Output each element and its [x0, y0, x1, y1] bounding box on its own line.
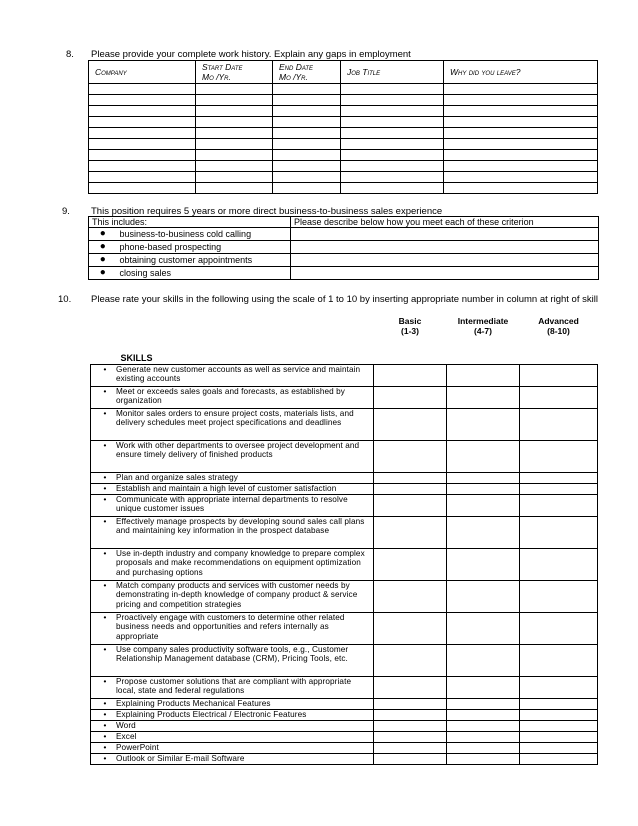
bullet-icon: •	[103, 494, 107, 504]
work-history-cell[interactable]	[341, 95, 444, 106]
rating-input-cell[interactable]	[520, 731, 598, 742]
work-history-row	[89, 161, 598, 172]
work-history-cell[interactable]	[273, 84, 341, 95]
bullet-icon: •	[103, 709, 107, 719]
skill-row	[91, 483, 598, 494]
work-history-cell[interactable]	[444, 95, 598, 106]
work-history-row	[89, 84, 598, 95]
rating-input-cell[interactable]	[447, 472, 520, 483]
rating-input-cell[interactable]	[374, 494, 447, 516]
rating-input-cell[interactable]	[374, 472, 447, 483]
rating-input-cell[interactable]	[447, 731, 520, 742]
bullet-icon: ●	[89, 254, 117, 267]
bullet-icon: ●	[89, 241, 117, 254]
rating-column-header	[447, 316, 520, 364]
rating-input-cell[interactable]	[374, 676, 447, 698]
bullet-icon: •	[103, 440, 107, 450]
column-header-line: Job Title	[347, 67, 381, 77]
column-header-line: Start Date	[202, 62, 243, 72]
rating-input-cell[interactable]	[520, 612, 598, 644]
experience-description-cell[interactable]	[291, 228, 599, 241]
skill-description	[91, 644, 374, 676]
work-history-cell[interactable]	[444, 139, 598, 150]
skill-row	[91, 364, 598, 386]
experience-item-row	[89, 267, 599, 280]
rating-input-cell[interactable]	[374, 720, 447, 731]
work-history-cell[interactable]	[341, 117, 444, 128]
rating-input-cell[interactable]	[447, 644, 520, 676]
work-history-cell[interactable]	[89, 106, 196, 117]
skill-text	[94, 387, 370, 407]
skill-description	[91, 440, 374, 472]
work-history-cell[interactable]	[273, 172, 341, 183]
rating-input-cell[interactable]	[520, 709, 598, 720]
rating-input-cell[interactable]	[520, 548, 598, 580]
column-header-line: Mo /Yr.	[202, 72, 231, 82]
skill-description	[91, 580, 374, 612]
skill-label: Generate new customer accounts as well as service and maintain existing accounts	[116, 364, 361, 384]
skill-text	[94, 613, 370, 642]
column-header-line: Company	[95, 67, 127, 77]
skill-text	[94, 732, 370, 742]
work-history-row	[89, 128, 598, 139]
skill-row	[91, 612, 598, 644]
rating-input-cell[interactable]	[374, 440, 447, 472]
rating-input-cell[interactable]	[374, 386, 447, 408]
work-history-cell[interactable]	[89, 172, 196, 183]
skill-text	[94, 581, 370, 610]
bullet-icon: •	[103, 408, 107, 418]
rating-input-cell[interactable]	[447, 698, 520, 709]
work-history-cell[interactable]	[341, 128, 444, 139]
column-header-line: End Date	[279, 62, 314, 72]
rating-input-cell[interactable]	[447, 753, 520, 764]
rating-input-cell[interactable]	[374, 731, 447, 742]
bullet-icon: •	[103, 483, 107, 493]
rating-column-range: (8-10)	[547, 326, 570, 336]
experience-item-label: obtaining customer appointments	[117, 254, 291, 267]
work-history-cell[interactable]	[444, 172, 598, 183]
rating-input-cell[interactable]	[447, 720, 520, 731]
work-history-cell[interactable]	[196, 161, 273, 172]
rating-input-cell[interactable]	[374, 709, 447, 720]
skill-label: Outlook or Similar E-mail Software	[116, 753, 245, 763]
skill-row	[91, 731, 598, 742]
skill-row	[91, 698, 598, 709]
bullet-icon: •	[103, 676, 107, 686]
skill-text	[94, 441, 370, 461]
rating-input-cell[interactable]	[374, 580, 447, 612]
skill-text	[94, 710, 370, 720]
rating-input-cell[interactable]	[374, 742, 447, 753]
rating-input-cell[interactable]	[520, 698, 598, 709]
skill-text	[94, 754, 370, 764]
rating-input-cell[interactable]	[374, 483, 447, 494]
work-history-cell[interactable]	[444, 84, 598, 95]
rating-input-cell[interactable]	[374, 698, 447, 709]
experience-description-cell[interactable]	[291, 241, 599, 254]
skill-row	[91, 440, 598, 472]
work-history-row	[89, 139, 598, 150]
experience-item-row	[89, 254, 599, 267]
rating-input-cell[interactable]	[447, 742, 520, 753]
skills-header: SKILLS	[120, 352, 153, 363]
rating-input-cell[interactable]	[520, 516, 598, 548]
bullet-icon: •	[103, 516, 107, 526]
work-history-cell[interactable]	[196, 172, 273, 183]
rating-input-cell[interactable]	[520, 753, 598, 764]
work-history-cell[interactable]	[89, 95, 196, 106]
work-history-cell[interactable]	[444, 183, 598, 194]
rating-header-row	[91, 316, 598, 364]
work-history-cell[interactable]	[196, 139, 273, 150]
skill-description	[91, 720, 374, 731]
skill-description	[91, 612, 374, 644]
skill-row	[91, 676, 598, 698]
work-history-row	[89, 183, 598, 194]
skill-label: Monitor sales orders to ensure project costs, materials lists, and delivery schedules meet project specifications and deadlines	[116, 408, 354, 428]
skill-row	[91, 709, 598, 720]
skill-label: Propose customer solutions that are compliant with appropriate local, state and federal regulations	[116, 676, 352, 696]
skill-row	[91, 516, 598, 548]
rating-input-cell[interactable]	[520, 720, 598, 731]
skill-description	[91, 364, 374, 386]
q10-prompt: Please rate your skills in the following using the scale of 1 to 10 by inserting appropriate number in column at right of skill	[91, 294, 598, 305]
column-header	[196, 61, 273, 84]
skill-text	[94, 484, 370, 494]
bullet-icon: •	[103, 698, 107, 708]
skill-text	[94, 677, 370, 697]
skill-label: Meet or exceeds sales goals and forecasts, as established by organization	[116, 386, 346, 406]
work-history-row	[89, 117, 598, 128]
work-history-cell[interactable]	[196, 183, 273, 194]
experience-item-label: business-to-business cold calling	[117, 228, 291, 241]
skills-rating-table	[90, 316, 598, 765]
includes-label: This includes:	[89, 217, 291, 228]
bullet-icon: •	[103, 472, 107, 482]
rating-input-cell[interactable]	[447, 364, 520, 386]
skill-label: Word	[116, 720, 136, 730]
sales-experience-table	[88, 216, 599, 280]
rating-input-cell[interactable]	[447, 408, 520, 440]
work-history-cell[interactable]	[341, 183, 444, 194]
q9-prompt: This position requires 5 years or more direct business-to-business sales experience	[91, 206, 443, 217]
skill-text	[94, 549, 370, 578]
work-history-cell[interactable]	[196, 84, 273, 95]
skill-label: Match company products and services with customer needs by demonstrating in-depth knowledge of company product & service pricing and competition strategies	[116, 580, 358, 610]
skill-row	[91, 548, 598, 580]
column-header-line: Mo /Yr.	[279, 72, 308, 82]
skill-description	[91, 548, 374, 580]
work-history-cell[interactable]	[444, 161, 598, 172]
rating-input-cell[interactable]	[520, 483, 598, 494]
skill-row	[91, 472, 598, 483]
work-history-row	[89, 106, 598, 117]
skill-label: Plan and organize sales strategy	[116, 472, 238, 482]
rating-input-cell[interactable]	[374, 408, 447, 440]
work-history-cell[interactable]	[196, 150, 273, 161]
skill-description	[91, 753, 374, 764]
work-history-row	[89, 172, 598, 183]
work-history-cell[interactable]	[89, 84, 196, 95]
work-history-cell[interactable]	[89, 161, 196, 172]
skill-description	[91, 483, 374, 494]
column-header-line: Why did you leave?	[450, 67, 521, 77]
rating-column-range: (4-7)	[474, 326, 492, 336]
rating-input-cell[interactable]	[447, 580, 520, 612]
work-history-cell[interactable]	[273, 161, 341, 172]
skill-description	[91, 386, 374, 408]
skill-row	[91, 742, 598, 753]
column-header	[341, 61, 444, 84]
skill-row	[91, 644, 598, 676]
skill-description	[91, 516, 374, 548]
work-history-cell[interactable]	[273, 95, 341, 106]
q8-number: 8.	[66, 49, 74, 60]
bullet-icon: •	[103, 580, 107, 590]
skill-row	[91, 580, 598, 612]
experience-item-label: closing sales	[117, 267, 291, 280]
rating-column-range: (1-3)	[401, 326, 419, 336]
work-history-cell[interactable]	[273, 128, 341, 139]
rating-column-header	[520, 316, 598, 364]
skill-row	[91, 386, 598, 408]
rating-input-cell[interactable]	[520, 644, 598, 676]
skill-text	[94, 645, 370, 665]
skill-label: Proactively engage with customers to determine other related business needs and opportunities and refers internally as appropriate	[116, 612, 345, 642]
work-history-cell[interactable]	[89, 139, 196, 150]
bullet-icon: •	[103, 753, 107, 763]
skill-row	[91, 494, 598, 516]
rating-input-cell[interactable]	[447, 440, 520, 472]
work-history-cell[interactable]	[89, 150, 196, 161]
skill-text	[94, 495, 370, 515]
work-history-cell[interactable]	[89, 117, 196, 128]
column-header	[273, 61, 341, 84]
bullet-icon: ●	[89, 267, 117, 280]
skill-text	[94, 365, 370, 385]
skill-description	[91, 676, 374, 698]
work-history-cell[interactable]	[341, 172, 444, 183]
rating-column-header	[374, 316, 447, 364]
rating-column-label: Intermediate	[457, 316, 509, 326]
rating-input-cell[interactable]	[447, 548, 520, 580]
rating-input-cell[interactable]	[520, 742, 598, 753]
q8-prompt: Please provide your complete work history. Explain any gaps in employment	[91, 49, 411, 60]
skill-label: Use company sales productivity software tools, e.g., Customer Relationship Management database (CRM), Pricing Tools, etc.	[116, 644, 349, 664]
work-history-cell[interactable]	[444, 150, 598, 161]
skill-description	[91, 408, 374, 440]
skill-description	[91, 742, 374, 753]
rating-input-cell[interactable]	[520, 676, 598, 698]
experience-header-row	[89, 217, 599, 228]
experience-description-cell[interactable]	[291, 254, 599, 267]
skill-text	[94, 409, 370, 429]
work-history-cell[interactable]	[444, 106, 598, 117]
bullet-icon: •	[103, 612, 107, 622]
rating-input-cell[interactable]	[447, 516, 520, 548]
rating-input-cell[interactable]	[520, 364, 598, 386]
bullet-icon: •	[103, 644, 107, 654]
column-header	[444, 61, 598, 84]
rating-input-cell[interactable]	[374, 548, 447, 580]
rating-input-cell[interactable]	[447, 386, 520, 408]
experience-item-row	[89, 241, 599, 254]
experience-item-row	[89, 228, 599, 241]
bullet-icon: •	[103, 720, 107, 730]
experience-item-label: phone-based prospecting	[117, 241, 291, 254]
work-history-cell[interactable]	[341, 106, 444, 117]
bullet-icon: •	[103, 364, 107, 374]
skill-label: Use in-depth industry and company knowledge to prepare complex proposals and make recommendations on equipment optimization and purchasing options	[116, 548, 365, 578]
work-history-cell[interactable]	[196, 117, 273, 128]
skill-text	[94, 473, 370, 483]
bullet-icon: ●	[89, 228, 117, 241]
skill-row	[91, 720, 598, 731]
bullet-icon: •	[103, 731, 107, 741]
rating-input-cell[interactable]	[447, 676, 520, 698]
rating-input-cell[interactable]	[374, 644, 447, 676]
q9-number: 9.	[62, 206, 70, 217]
skill-description	[91, 472, 374, 483]
work-history-header-row	[89, 61, 598, 84]
skill-description	[91, 698, 374, 709]
skills-header-cell	[91, 316, 374, 364]
rating-input-cell[interactable]	[520, 386, 598, 408]
column-header	[89, 61, 196, 84]
skill-description	[91, 709, 374, 720]
rating-column-label: Basic	[398, 316, 422, 326]
rating-input-cell[interactable]	[520, 494, 598, 516]
work-history-cell[interactable]	[273, 106, 341, 117]
work-history-cell[interactable]	[341, 150, 444, 161]
experience-description-cell[interactable]	[291, 267, 599, 280]
skill-text	[94, 699, 370, 709]
work-history-cell[interactable]	[273, 183, 341, 194]
work-history-cell[interactable]	[341, 161, 444, 172]
rating-input-cell[interactable]	[447, 494, 520, 516]
bullet-icon: •	[103, 548, 107, 558]
q10-number: 10.	[58, 294, 72, 305]
rating-column-label: Advanced	[538, 316, 579, 326]
work-history-cell[interactable]	[89, 128, 196, 139]
describe-label: Please describe below how you meet each of these criterion	[291, 217, 599, 228]
work-history-table	[88, 60, 598, 194]
skill-label: Establish and maintain a high level of customer satisfaction	[116, 483, 337, 493]
work-history-row	[89, 150, 598, 161]
work-history-cell[interactable]	[196, 95, 273, 106]
work-history-cell[interactable]	[341, 139, 444, 150]
skill-description	[91, 494, 374, 516]
rating-input-cell[interactable]	[374, 753, 447, 764]
skill-text	[94, 517, 370, 537]
skill-text	[94, 743, 370, 753]
work-history-cell[interactable]	[196, 128, 273, 139]
work-history-cell[interactable]	[341, 84, 444, 95]
skill-label: Work with other departments to oversee project development and ensure timely delivery of finished products	[116, 440, 360, 460]
skill-label: Communicate with appropriate internal departments to resolve unique customer issues	[116, 494, 348, 514]
rating-input-cell[interactable]	[374, 516, 447, 548]
work-history-cell[interactable]	[444, 117, 598, 128]
work-history-cell[interactable]	[273, 150, 341, 161]
skill-label: Excel	[116, 731, 137, 741]
skill-label: Explaining Products Mechanical Features	[116, 698, 271, 708]
skill-description	[91, 731, 374, 742]
bullet-icon: •	[103, 386, 107, 396]
skill-row	[91, 408, 598, 440]
work-history-cell[interactable]	[444, 128, 598, 139]
work-history-cell[interactable]	[273, 117, 341, 128]
rating-input-cell[interactable]	[447, 709, 520, 720]
rating-input-cell[interactable]	[520, 580, 598, 612]
skill-row	[91, 753, 598, 764]
work-history-cell[interactable]	[196, 106, 273, 117]
rating-input-cell[interactable]	[520, 472, 598, 483]
work-history-cell[interactable]	[273, 139, 341, 150]
work-history-row	[89, 95, 598, 106]
skill-label: Explaining Products Electrical / Electronic Features	[116, 709, 307, 719]
rating-input-cell[interactable]	[447, 612, 520, 644]
rating-input-cell[interactable]	[374, 364, 447, 386]
rating-input-cell[interactable]	[374, 612, 447, 644]
rating-input-cell[interactable]	[520, 408, 598, 440]
work-history-cell[interactable]	[89, 183, 196, 194]
skill-label: PowerPoint	[116, 742, 159, 752]
skill-label: Effectively manage prospects by developing sound sales call plans and maintaining key information in the prospect database	[116, 516, 365, 536]
bullet-icon: •	[103, 742, 107, 752]
skill-text	[94, 721, 370, 731]
rating-input-cell[interactable]	[447, 483, 520, 494]
rating-input-cell[interactable]	[520, 440, 598, 472]
